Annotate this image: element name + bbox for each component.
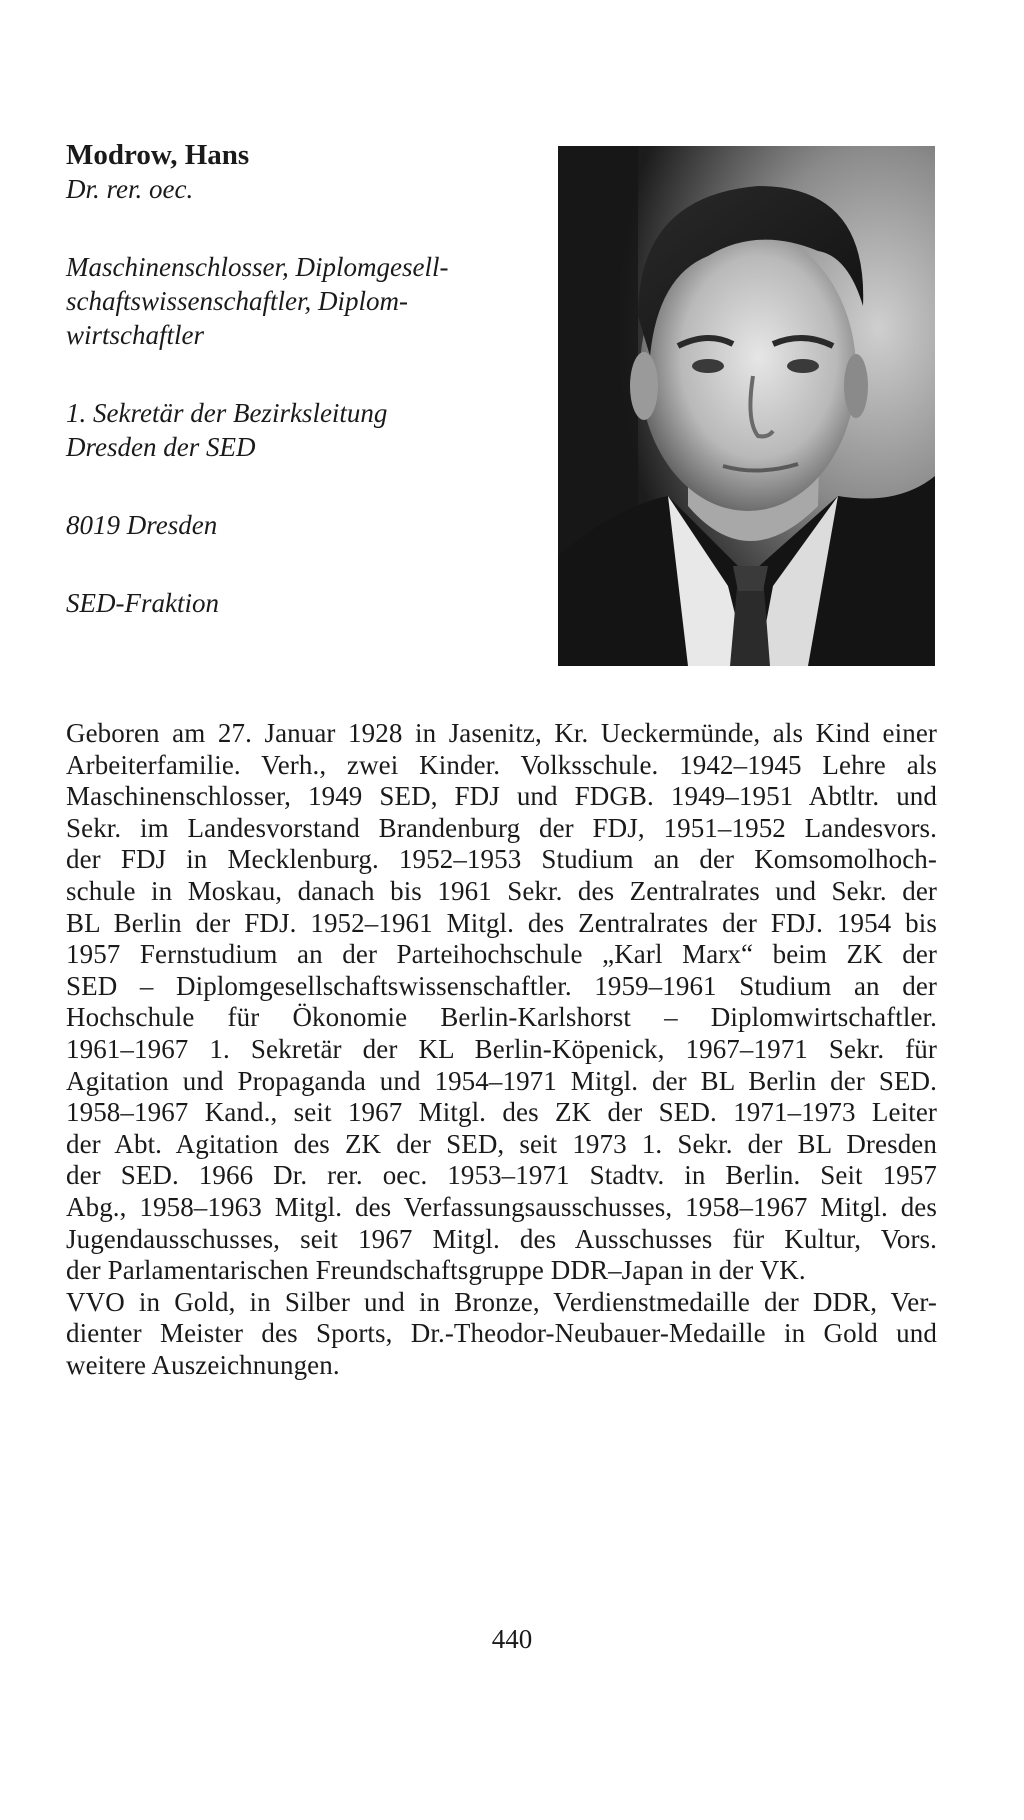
person-name: Modrow, Hans xyxy=(66,139,250,171)
bio-line: der SED. 1966 Dr. rer. oec. 1953–1971 Stadtv. in Berlin. Seit 1957 xyxy=(66,1160,937,1191)
bio-line: Geboren am 27. Januar 1928 in Jasenitz, Kr. Ueckermünde, als Kind einer xyxy=(66,718,937,748)
academic-title: Dr. rer. oec. xyxy=(66,174,194,204)
bio-line: schule in Moskau, danach bis 1961 Sekr. des Zentralrates und Sekr. der xyxy=(66,875,937,906)
bio-line: VVO in Gold, in Silber und in Bronze, Verdienstmedaille der DDR, Ver- xyxy=(66,1286,937,1317)
bio-line: 1961–1967 1. Sekretär der KL Berlin-Köpenick, 1967–1971 Sekr. für xyxy=(66,1033,937,1064)
bio-line: Agitation und Propaganda und 1954–1971 Mitgl. der BL Berlin der SED. xyxy=(66,1065,937,1096)
bio-line: dienter Meister des Sports, Dr.-Theodor-Neubauer-Medaille in Gold und xyxy=(66,1318,937,1349)
faction: SED-Fraktion xyxy=(66,588,219,618)
biography-text xyxy=(66,718,937,1381)
profession-line-3: wirtschaftler xyxy=(66,320,205,350)
profession-line-1: Maschinenschlosser, Diplomgesell- xyxy=(66,252,449,282)
bio-line: Sekr. im Landesvorstand Brandenburg der FDJ, 1951–1952 Landesvors. xyxy=(66,812,937,843)
bio-line: 1958–1967 Kand., seit 1967 Mitgl. des ZK der SED. 1971–1973 Leiter xyxy=(66,1097,937,1128)
portrait-photo xyxy=(558,146,935,666)
bio-line: der Parlamentarischen Freundschaftsgruppe DDR–Japan in der VK. xyxy=(66,1255,806,1286)
position-line-1: 1. Sekretär der Bezirksleitung xyxy=(66,398,388,428)
bio-line: Arbeiterfamilie. Verh., zwei Kinder. Volksschule. 1942–1945 Lehre als xyxy=(66,749,937,780)
location: 8019 Dresden xyxy=(66,510,218,540)
profession-line-2: schaftswissenschaftler, Diplom- xyxy=(66,286,408,316)
bio-line: der Abt. Agitation des ZK der SED, seit 1973 1. Sekr. der BL Dresden xyxy=(66,1128,937,1159)
bio-line: Maschinenschlosser, 1949 SED, FDJ und FDGB. 1949–1951 Abtltr. und xyxy=(66,781,937,812)
bio-line: der FDJ in Mecklenburg. 1952–1953 Studium an der Komsomolhoch- xyxy=(66,844,937,875)
page-number: 440 xyxy=(491,1624,533,1654)
bio-line: SED – Diplomgesellschaftswissenschaftler. 1959–1961 Studium an der xyxy=(66,970,937,1001)
bio-line: weitere Auszeichnungen. xyxy=(66,1349,340,1380)
bio-line: Abg., 1958–1963 Mitgl. des Verfassungsausschusses, 1958–1967 Mitgl. des xyxy=(66,1191,937,1222)
bio-line: Jugendausschusses, seit 1967 Mitgl. des Ausschusses für Kultur, Vors. xyxy=(66,1223,937,1254)
bio-line: 1957 Fernstudium an der Parteihochschule „Karl Marx“ beim ZK der xyxy=(66,939,937,970)
bio-line: BL Berlin der FDJ. 1952–1961 Mitgl. des Zentralrates der FDJ. 1954 bis xyxy=(66,907,937,938)
position-line-2: Dresden der SED xyxy=(66,432,256,462)
entry-header xyxy=(66,138,526,620)
bio-line: Hochschule für Ökonomie Berlin-Karlshorst – Diplomwirtschaftler. xyxy=(66,1002,937,1033)
